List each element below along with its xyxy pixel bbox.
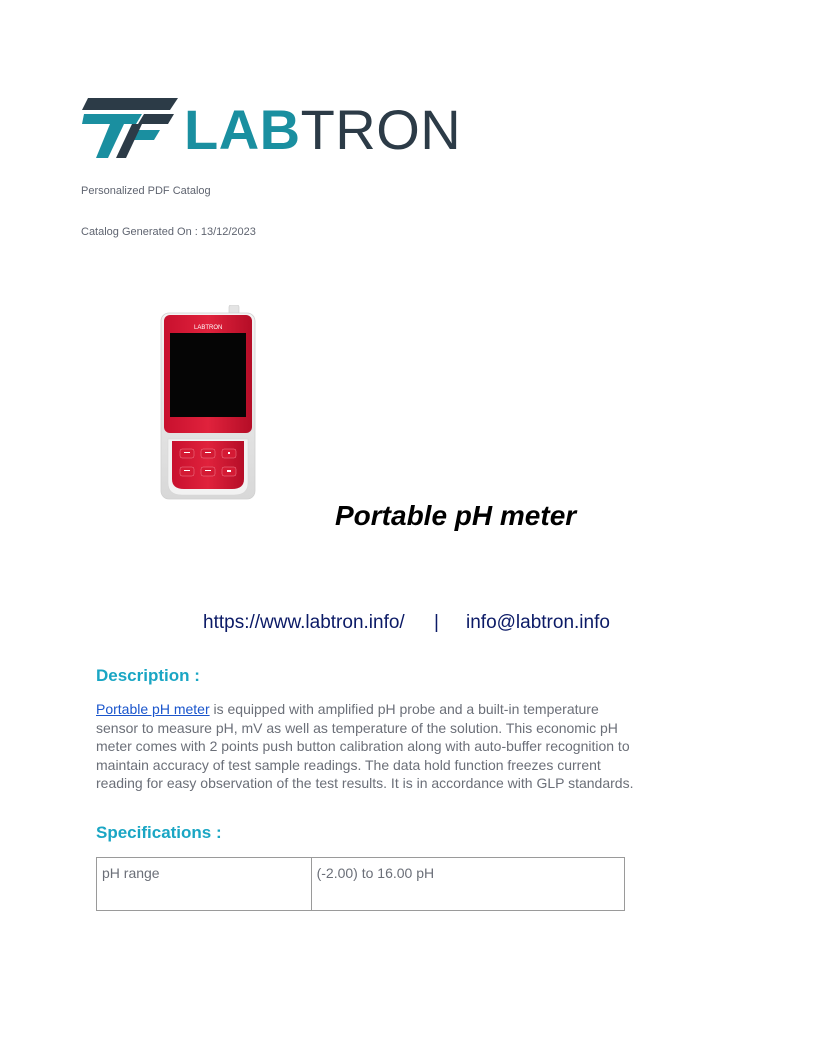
description-heading: Description : — [96, 666, 200, 685]
brand-name-regular: TRON — [300, 98, 462, 161]
spec-value: (-2.00) to 16.00 pH — [311, 858, 624, 911]
table-row — [97, 858, 625, 911]
catalog-generated-date: Catalog Generated On : 13/12/2023 — [81, 226, 256, 238]
specifications-heading: Specifications : — [96, 823, 222, 842]
email-link[interactable]: info@labtron.info — [466, 612, 610, 633]
device-logo-text: LABTRON — [194, 325, 223, 331]
description-text — [96, 700, 636, 793]
portable-ph-meter-image — [158, 305, 258, 501]
brand-wordmark — [184, 98, 461, 162]
product-title: Portable pH meter — [335, 500, 577, 531]
brand-logo — [82, 96, 462, 162]
description-body: is equipped with amplified pH probe and a built-in temperature sensor to measure pH, mV as well as temperature of the solution. This economic pH meter comes with 2 points push button calibration along with auto-buffer recognition to maintain accuracy of test sample readings. The data hold function freezes current reading for easy observation of the test results. It is in accordance with GLP standards. — [96, 701, 634, 792]
contact-separator: | — [434, 612, 439, 633]
spec-label: pH range — [97, 858, 312, 911]
website-link[interactable]: https://www.labtron.info/ — [203, 612, 405, 633]
brand-name-bold: LAB — [184, 98, 301, 161]
product-link[interactable]: Portable pH meter — [96, 701, 210, 717]
labtron-tf-mark-icon — [82, 96, 182, 162]
specifications-table — [96, 857, 625, 911]
catalog-label: Personalized PDF Catalog — [81, 185, 211, 197]
